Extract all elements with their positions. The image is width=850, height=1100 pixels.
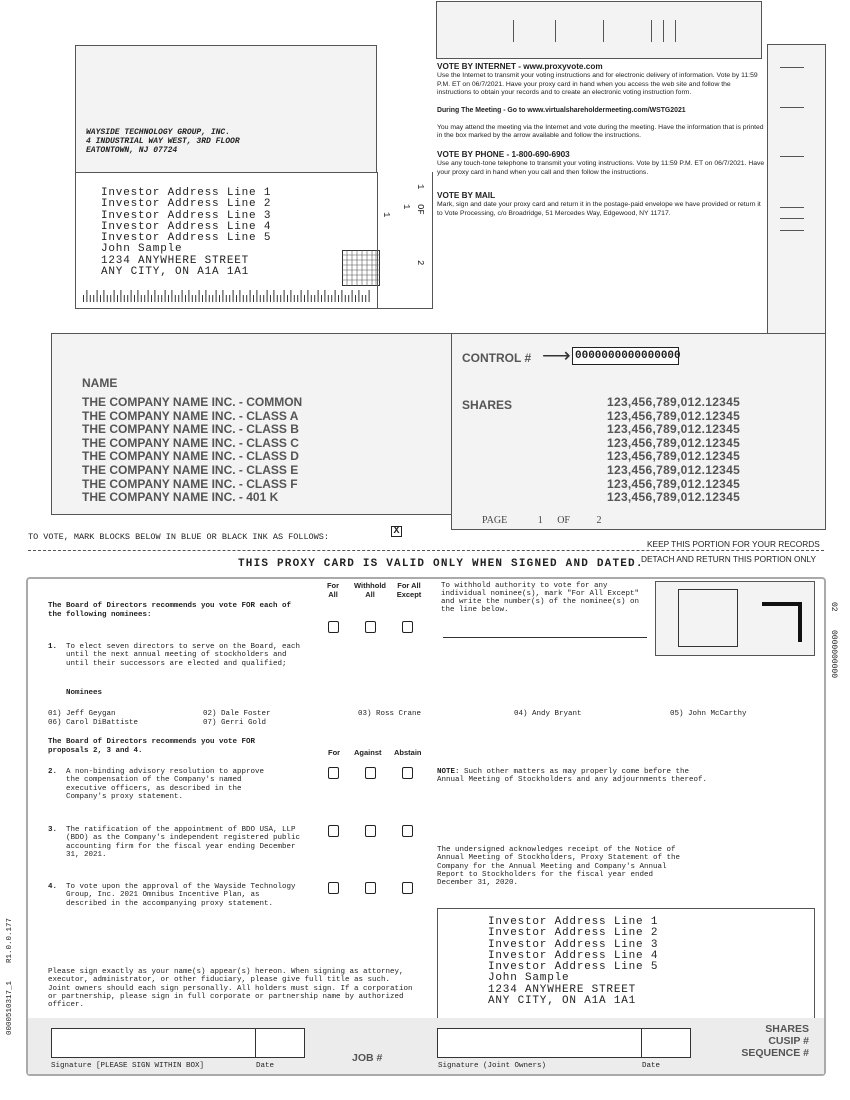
share-value: 123,456,789,012.12345 [607,476,741,491]
nominee-exception-line[interactable] [443,637,647,638]
page-mark-of: OF [415,204,425,215]
col-header-against: Against [354,748,382,757]
checkbox-item-3-for[interactable] [328,825,339,837]
note-body: : Such other matters as may properly come before the Annual Meeting of Stockholders and any adjournments thereof. [437,768,708,785]
note-text [437,768,712,785]
company-name: THE COMPANY NAME INC. - CLASS D [82,449,299,464]
checkbox-item-2-abstain[interactable] [402,767,413,779]
share-values [607,396,740,505]
side-timing-strip [767,44,826,334]
detach-dashed-line [28,550,824,551]
left-edge-code: 0000510317_1 R1.0.0.177 [6,917,14,1035]
corner-mark-icon [762,602,802,642]
col-header-withhold-all: Withhold All [353,581,386,599]
page-mark-2: 2 [415,260,425,266]
checkbox-item-4-for[interactable] [328,882,339,894]
job-number-label: JOB # [352,1052,383,1064]
page-label: PAGE [482,515,508,526]
col-header-for-all-except: For All Except [396,581,422,599]
vote-internet-text: Use the Internet to transmit your voting instructions and for electronic delivery of information. Vote by 11:59 P.M. ET on 06/7/2021. Have your proxy card in hand when you access the web site and follow the instructions to obtain your records and to create an electronic voting instruction form. [437,72,758,97]
mark-example-box: X [391,526,402,537]
share-value: 123,456,789,012.12345 [607,422,741,437]
page-mark-1c: 1 [381,212,391,218]
nominees-label: Nominees [66,689,103,697]
item-3-text: The ratification of the appointment of BDO USA, LLP (BDO) as the Company's independent registered public accounting firm for the fiscal year ending December 31, 2021. [66,826,301,859]
footer-codes [700,1023,809,1059]
mark-instruction: TO VOTE, MARK BLOCKS BELOW IN BLUE OR BLACK INK AS FOLLOWS: [28,532,329,542]
company-name: THE COMPANY NAME INC. - CLASS F [82,476,298,491]
company-name: THE COMPANY NAME INC. - COMMON [82,395,303,409]
col-header-abstain: Abstain [394,748,422,757]
investor-address-line: ANY CITY, ON A1A 1A1 [101,266,250,279]
investor-address-line: Investor Address Line 3 [101,209,272,222]
return-address-line: Investor Address Line 5 [488,961,659,974]
investor-address-block [101,188,271,278]
shares-footer-label: SHARES [765,1023,809,1035]
vote-meeting-text: You may attend the meeting via the Internet and vote during the meeting. Have the information that is printed in the box marked by the arrow available and follow the instructions. [437,123,764,140]
checkbox-item-2-for[interactable] [328,767,339,779]
return-address-line: Investor Address Line 3 [488,938,659,951]
investor-address-line: Investor Address Line 5 [101,232,272,245]
joint-date-label: Date [642,1062,661,1070]
return-address-line: ANY CITY, ON A1A 1A1 [488,995,637,1008]
grid-mark-icon [342,250,380,286]
checkbox-for-all-except[interactable] [402,621,413,633]
sender-line-3: EATONTOWN, NJ 07724 [86,146,178,155]
item-4-text: To vote upon the approval of the Wayside Technology Group, Inc. 2021 Omnibus Incentive Plan, as described in the accompanying proxy statement. [66,883,296,908]
page-mark-1b: 1 [401,204,411,210]
keep-portion-label: KEEP THIS PORTION FOR YOUR RECORDS [647,539,820,549]
nominee: 07) Gerri Gold [203,719,267,727]
item-3-number: 3. [48,826,58,834]
voting-instructions [437,62,765,218]
investor-address-line: Investor Address Line 2 [101,198,272,211]
control-arrow-icon: ⟶ [542,345,571,367]
control-label: CONTROL # [462,351,532,365]
board-recommendation-2: The Board of Directors recommends you vote FOR proposals 2, 3 and 4. [48,738,256,755]
return-address-block [488,917,658,1007]
scan-barcode-box [436,1,762,59]
share-value: 123,456,789,012.12345 [607,408,741,423]
sign-instructions: Please sign exactly as your name(s) appear(s) hereon. When signing as attorney, executor, administrator, or other fiduciary, please give full title as such. Joint owners should each sign personally. All holders must sign. If a corporation or partnership, please sign in full corporate or partnership name by authorized officer. [48,968,413,1010]
item-4-number: 4. [48,883,58,891]
page-number: 1 [537,515,543,526]
company-name: THE COMPANY NAME INC. - CLASS E [82,462,299,477]
return-address-line: Investor Address Line 2 [488,927,659,940]
barcode-window [655,581,815,656]
page-marks [371,184,431,294]
holdings-name-panel [51,333,453,515]
sender-line-2: 4 INDUSTRIAL WAY WEST, 3RD FLOOR [86,137,240,146]
date-box[interactable] [255,1028,305,1058]
postal-barcode-icon [82,290,372,302]
item-2-text: A non-binding advisory resolution to approve the compensation of the Company's named executive officers, as described in the Company's proxy statement. [66,768,265,801]
investor-address-line: Investor Address Line 1 [101,187,272,199]
company-name: THE COMPANY NAME INC. - CLASS A [82,408,299,423]
nominee: 05) John McCarthy [670,710,747,718]
share-value: 123,456,789,012.12345 [607,395,741,409]
sender-line-1: WAYSIDE TECHNOLOGY GROUP, INC. [86,128,231,137]
company-list [82,396,302,505]
page-mark-1: 1 [415,184,425,190]
valid-notice: THIS PROXY CARD IS VALID ONLY WHEN SIGNED AND DATED. [238,558,644,570]
return-address-line: John Sample [488,972,570,985]
right-edge-code-b: 0000000000 [829,630,838,679]
joint-signature-box[interactable] [437,1028,642,1058]
sender-address [86,128,240,155]
investor-address-line: John Sample [101,243,183,256]
col-header-for-all: For All [326,581,340,599]
nominee: 03) Ross Crane [358,710,422,718]
return-address-line: Investor Address Line 1 [488,916,659,928]
joint-signature-label: Signature (Joint Owners) [438,1062,547,1070]
vote-mail-title: VOTE BY MAIL [437,191,496,201]
cusip-footer-label: CUSIP # [768,1035,809,1047]
checkbox-for-all[interactable] [328,621,339,633]
share-value: 123,456,789,012.12345 [607,490,741,505]
signature-box[interactable] [51,1028,256,1058]
page-of: OF [557,515,570,526]
return-address-box [437,908,815,1018]
investor-address-line: Investor Address Line 4 [101,220,272,233]
detach-portion-label: DETACH AND RETURN THIS PORTION ONLY [641,554,817,564]
checkbox-item-3-against[interactable] [365,825,376,837]
withhold-instructions: To withhold authority to vote for any individual nominee(s), mark "For All Except" and write the number(s) of the nominee(s) on the line below. [441,582,640,614]
investor-panel-divider [377,172,378,309]
vote-mail-text: Mark, sign and date your proxy card and return it in the postage-paid envelope we have provided or return it to Vote Processing, c/o Broadridge, 51 Mercedes Way, Edgewood, NY 11717. [437,201,761,217]
sequence-footer-label: SEQUENCE # [741,1047,809,1059]
holdings-shares-panel [451,333,826,530]
sender-panel [75,45,377,173]
signature-label: Signature [PLEASE SIGN WITHIN BOX] [51,1062,205,1070]
return-address-line: 1234 ANYWHERE STREET [488,983,637,996]
control-number: 0000000000000000 [572,347,679,365]
name-label: NAME [82,376,118,390]
nominee: 02) Dale Foster [203,710,271,718]
right-edge-code-a: 02 [829,602,838,612]
board-recommendation-1: The Board of Directors recommends you vote FOR each of the following nominees: [48,602,292,619]
date-label: Date [256,1062,275,1070]
company-name: THE COMPANY NAME INC. - CLASS B [82,422,299,437]
vote-phone-title: VOTE BY PHONE - 1-800-690-6903 [437,149,570,159]
vote-meeting-title: During The Meeting - Go to www.virtualshareholdermeeting.com/WSTG2021 [437,106,686,114]
checkbox-withhold-all[interactable] [365,621,376,633]
nominee: 01) Jeff Geygan [48,710,116,718]
checkbox-item-4-abstain[interactable] [402,882,413,894]
page-total: 2 [596,515,602,526]
item-1-text: To elect seven directors to serve on the Board, each until the next annual meeting of stockholders and until their successors are elected and qualified; [66,643,301,668]
investor-address-panel [75,172,433,309]
vote-internet-title: VOTE BY INTERNET - www.proxyvote.com [437,62,603,71]
return-address-line: Investor Address Line 4 [488,949,659,962]
company-name: THE COMPANY NAME INC. - CLASS C [82,435,299,450]
checkbox-item-3-abstain[interactable] [402,825,413,837]
vote-phone-text: Use any touch-tone telephone to transmit your voting instructions. Vote by 11:59 P.M. ET on 06/7/2021. Have your proxy card in hand when you call and then follow the instructions. [437,159,765,176]
item-1-number: 1. [48,643,58,651]
page-indicator [482,515,602,526]
checkbox-item-4-against[interactable] [365,882,376,894]
joint-date-box[interactable] [641,1028,691,1058]
share-value: 123,456,789,012.12345 [607,449,741,464]
item-2-number: 2. [48,768,58,776]
nominee: 04) Andy Bryant [514,710,582,718]
share-value: 123,456,789,012.12345 [607,435,741,450]
note-label: NOTE [437,768,456,776]
shares-label: SHARES [462,398,513,412]
undersigned-text: The undersigned acknowledges receipt of the Notice of Annual Meeting of Stockholders, Proxy Statement of the Company for the Annual Meeting and Company's Annual Report to Stockholders for the fiscal year ended December 31, 2020. [437,846,681,888]
share-value: 123,456,789,012.12345 [607,462,741,477]
col-header-for: For [328,748,341,757]
nominee: 06) Carol DiBattiste [48,719,139,727]
company-name: THE COMPANY NAME INC. - 401 K [82,490,279,505]
checkbox-item-2-against[interactable] [365,767,376,779]
investor-address-line: 1234 ANYWHERE STREET [101,254,250,267]
